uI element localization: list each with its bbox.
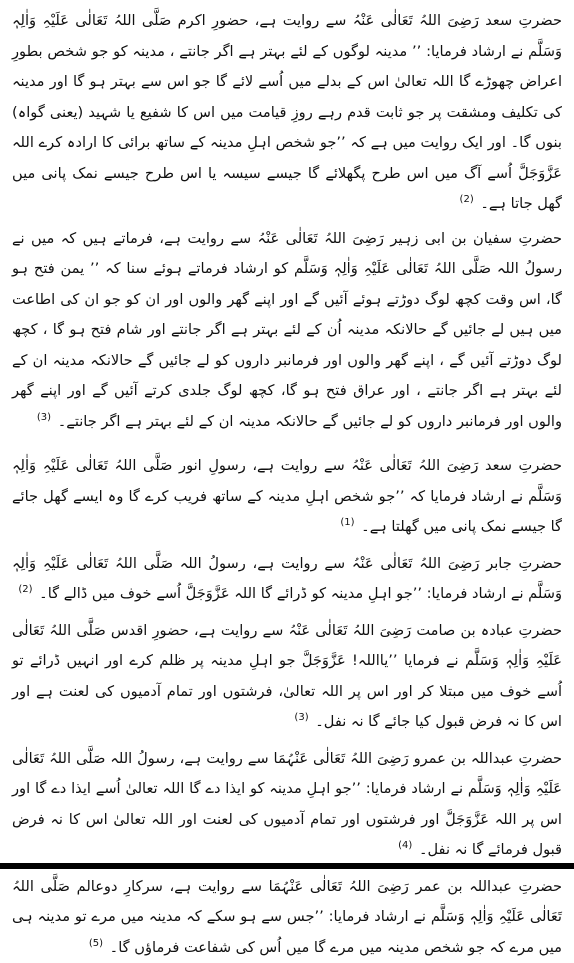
footnote-ref: (3): [292, 712, 310, 723]
hadith-paragraph-2: [12, 224, 562, 438]
footnote-ref: (3): [35, 412, 53, 423]
footnote-ref: (5): [87, 938, 105, 949]
hadith-paragraph-7: [12, 872, 562, 963]
footnote-ref: (2): [458, 194, 476, 205]
footnote-ref: (1): [338, 517, 356, 528]
paragraph-text: حضرتِ عبداللہ بن عمرو رَضِیَ اللہُ تَعَالٰی عَنْہُمَا سے روایت ہے، رسولُ اللہ صَلَّی اللہُ تَعَالٰی عَلَیْہِ وَاٰلِہٖ وَسَلَّم نے ارشاد فرمایا: ’’جو اہلِ مدینہ کو ایذا دے گا اللہ تعالیٰ اُسے ایذا دے گا اور اس پر اللہ عَزَّوَجَلَّ اور فرشتوں اور تمام آدمیوں کی لعنت اور اللہ تعالیٰ اس کا نہ فرض قبول فرمائے گا نہ نفل۔: [12, 750, 562, 859]
hadith-paragraph-5: [12, 616, 562, 738]
paragraph-text: حضرتِ سعد رَضِیَ اللہُ تَعَالٰی عَنْہُ سے روایت ہے، حضورِ اکرم صَلَّی اللہُ تَعَالٰی عَلَیْہِ وَاٰلِہٖ وَسَلَّم نے ارشاد فرمایا: ’’ مدینہ لوگوں کے لئے بہتر ہے اگر جانتے ، مدینہ کو جو شخص بطورِ اعراض چھوڑے گا اللہ تعالیٰ اس کے بدلے میں اُسے لائے گا جو اس سے بہتر ہو گا اور مدینہ کی تکلیف ومشقت پر جو ثابت قدم رہے روزِ قیامت میں اس کا شفیع یا شہید (یعنی گواہ) بنوں گا۔ اور ایک روایت میں ہے کہ ’’جو شخص اہلِ مدینہ کے ساتھ برائی کا ارادہ کرے اللہ عَزَّوَجَلَّ اُسے آگ میں اس طرح پگھلائے گا جیسے سیسہ یا اس طرح جیسے نمک پانی میں گھل جاتا ہے۔: [12, 12, 562, 212]
paragraph-text: حضرتِ سعد رَضِیَ اللہُ تَعَالٰی عَنْہُ سے روایت ہے، رسولِ انور صَلَّی اللہُ تَعَالٰی عَلَیْہِ وَاٰلِہٖ وَسَلَّم نے ارشاد فرمایا کہ ’’جو شخص اہلِ مدینہ کے ساتھ فریب کرے گا وہ ایسے گھل جائے گا جیسے نمک پانی میں گھلتا ہے۔: [12, 457, 562, 535]
paragraph-text: حضرتِ سفیان بن ابی زہیر رَضِیَ اللہُ تَعَالٰی عَنْہُ سے روایت ہے، فرماتے ہیں کہ میں نے رسولُ اللہ صَلَّی اللہُ تَعَالٰی عَلَیْہِ وَاٰلِہٖ وَسَلَّم کو ارشاد فرماتے ہوئے سنا کہ ’’ یمن فتح ہو گا، اس وقت کچھ لوگ دوڑتے ہوئے آئیں گے اور اپنے گھر والوں اور ان کو جو ان کی اطاعت میں ہیں لے جائیں گے حالانکہ مدینہ اُن کے لئے بہتر ہے اگر جانتے اور شام فتح ہو گا ، کچھ لوگ دوڑتے آئیں گے ، اپنے گھر والوں اور فرمانبر داروں کو لے جائیں گے حالانکہ مدینہ ان کے لئے بہتر ہے اگر جانتے ، اور عراق فتح ہو گا، کچھ لوگ جلدی کرتے آئیں گے اور اپنے گھر والوں اور فرمانبر داروں کو لے جائیں گے حالانکہ مدینہ ان کے لئے بہتر ہے اگر جانتے۔: [12, 230, 562, 430]
footnote-ref: (2): [16, 584, 34, 595]
footnote-ref: (4): [396, 840, 414, 851]
hadith-paragraph-3: [12, 451, 562, 543]
hadith-paragraph-6: [12, 744, 562, 866]
hadith-paragraph-1: [12, 6, 562, 220]
hadith-paragraph-4: [12, 549, 562, 610]
paragraph-text: حضرتِ جابر رَضِیَ اللہُ تَعَالٰی عَنْہُ سے روایت ہے، رسولُ اللہ صَلَّی اللہُ تَعَالٰی عَلَیْہِ وَاٰلِہٖ وَسَلَّم نے ارشاد فرمایا: ’’جو اہلِ مدینہ کو ڈرائے گا اللہ عَزَّوَجَلَّ اُسے خوف میں ڈالے گا۔: [12, 555, 562, 603]
bottom-border: [0, 863, 574, 869]
paragraph-text: حضرتِ عبادہ بن صامت رَضِیَ اللہُ تَعَالٰی عَنْہُ سے روایت ہے، حضورِ اقدس صَلَّی اللہُ تَعَالٰی عَلَیْہِ وَاٰلِہٖ وَسَلَّم نے فرمایا ’’یااللہ! عَزَّوَجَلَّ جو اہلِ مدینہ پر ظلم کرے اور انہیں ڈرائے تو اُسے خوف میں مبتلا کر اور اس پر اللہ تعالیٰ، فرشتوں اور تمام آدمیوں کی لعنت ہے اور اس کا نہ فرض قبول کیا جائے گا نہ نفل۔: [12, 622, 562, 731]
paragraph-text: حضرتِ عبداللہ بن عمر رَضِیَ اللہُ تَعَالٰی عَنْہُمَا سے روایت ہے، سرکارِ دوعالم صَلَّی اللہُ تَعَالٰی عَلَیْہِ وَاٰلِہٖ وَسَلَّم نے ارشاد فرمایا: ’’جس سے ہو سکے کہ مدینہ میں مرے تو مدینہ ہی میں مرے کہ جو شخص مدینہ میں مرے گا میں اُس کی شفاعت فرماؤں گا۔: [12, 878, 562, 956]
